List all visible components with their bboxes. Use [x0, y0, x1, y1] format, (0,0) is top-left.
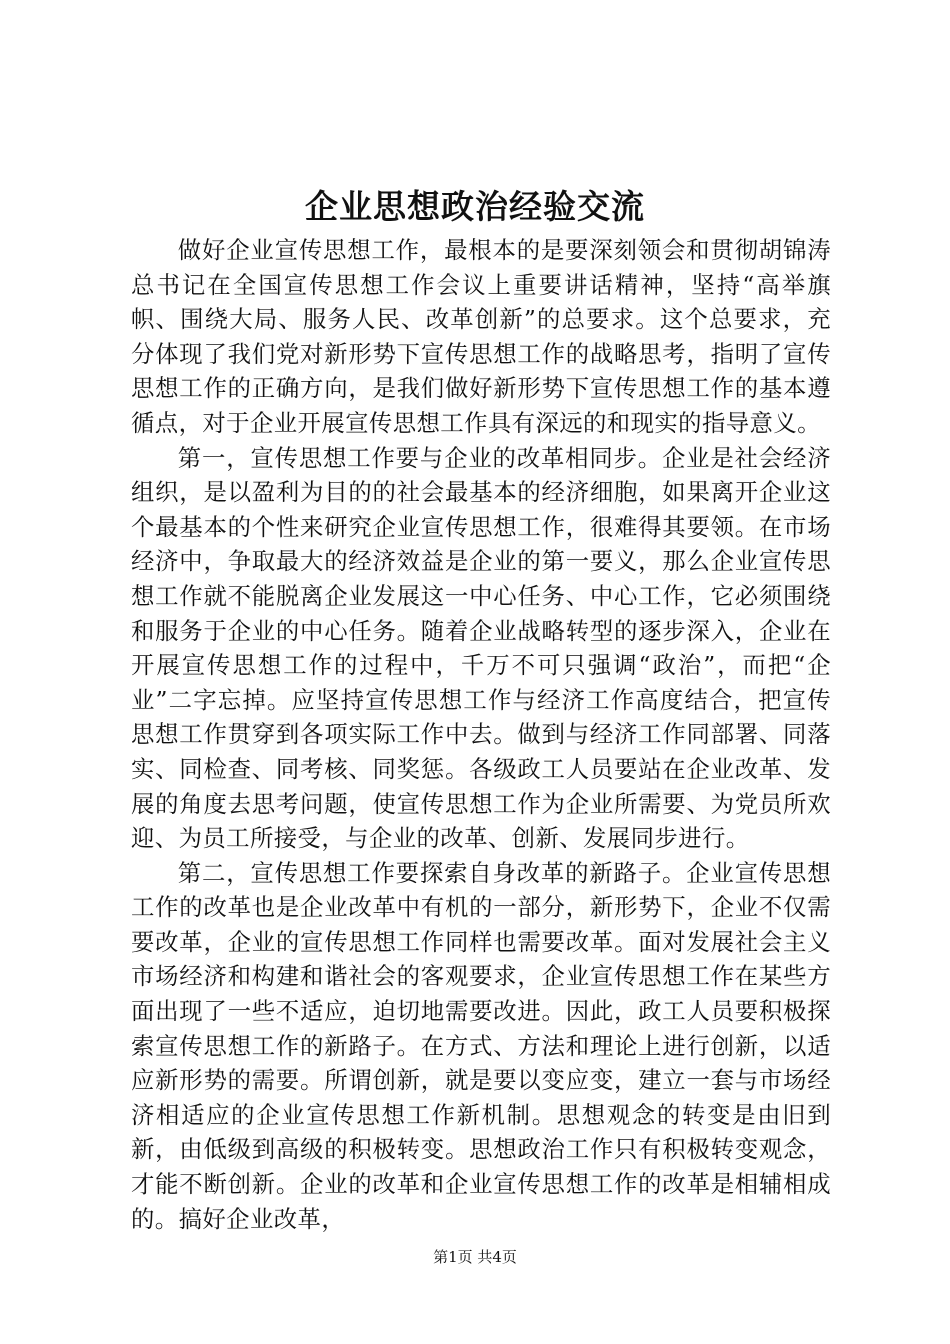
paragraph-first-point: 第一，宣传思想工作要与企业的改革相同步。企业是社会经济组织，是以盈利为目的的社会最基本的经济细胞，如果离开企业这个最基本的个性来研究企业宣传思想工作，很难得其要领。在市场经济中，争取最大的经济效益是企业的第一要义，那么企业宣传思想工作就不能脱离企业发展这一中心任务、中心工作，它必须围绕和服务于企业的中心任务。随着企业战略转型的逐步深入，企业在开展宣传思想工作的过程中，千万不可只强调“政治”，而把“企业”二字忘掉。应坚持宣传思想工作与经济工作高度结合，把宣传思想工作贯穿到各项实际工作中去。做到与经济工作同部署、同落实、同检查、同考核、同奖惩。各级政工人员要站在企业改革、发展的角度去思考问题，使宣传思想工作为企业所需要、为党员所欢迎、为员工所接受，与企业的改革、创新、发展同步进行。	[131, 443, 831, 853]
paragraph-intro: 做好企业宣传思想工作，最根本的是要深刻领会和贯彻胡锦涛总书记在全国宣传思想工作会议上重要讲话精神，坚持“高举旗帜、围绕大局、服务人民、改革创新”的总要求。这个总要求，充分体现了我们党对新形势下宣传思想工作的战略思考，指明了宣传思想工作的正确方向，是我们做好新形势下宣传思想工作的基本遵循点，对于企业开展宣传思想工作具有深远的和现实的指导意义。	[131, 236, 831, 437]
page-footer: 第1页 共4页	[433, 1248, 517, 1266]
paragraph-second-point: 第二，宣传思想工作要探索自身改革的新路子。企业宣传思想工作的改革也是企业改革中有机的一部分，新形势下，企业不仅需要改革，企业的宣传思想工作同样也需要改革。面对发展社会主义市场经济和构建和谐社会的客观要求，企业宣传思想工作在某些方面出现了一些不适应，迫切地需要改进。因此，政工人员要积极探索宣传思想工作的新路子。在方式、方法和理论上进行创新，以适应新形势的需要。所谓创新，就是要以变应变，建立一套与市场经济相适应的企业宣传思想工作新机制。思想观念的转变是由旧到新，由低级到高级的积极转变。思想政治工作只有积极转变观念，才能不断创新。企业的改革和企业宣传思想工作的改革是相辅相成的。搞好企业改革，	[131, 858, 831, 1233]
document-body	[131, 233, 831, 1236]
document-title: 企业思想政治经验交流	[305, 187, 645, 226]
